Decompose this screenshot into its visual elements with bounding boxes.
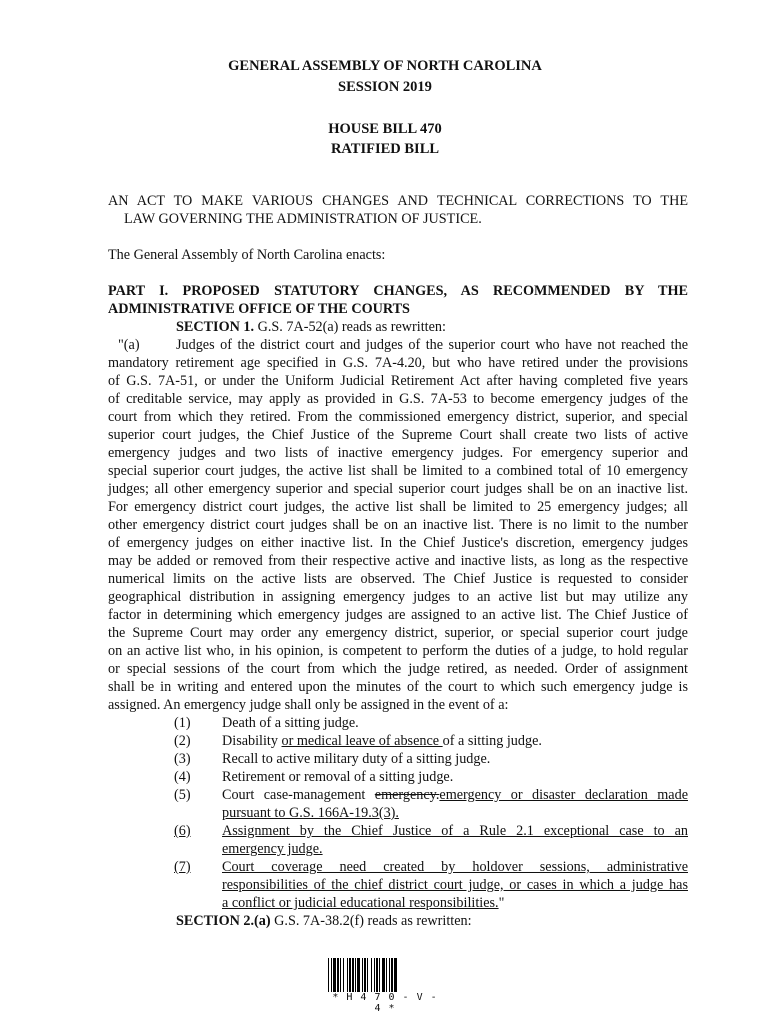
inserted-text: pursuant to G.S. 166A-19.3(3). [222, 805, 399, 821]
part-heading-line-1: PART I. PROPOSED STATUTORY CHANGES, AS RECOMMENDED BY THE [108, 283, 688, 299]
list-number: (2) [174, 733, 191, 749]
body-line: or special sessions of the court from which the judge retired, as needed. Order of assignment [108, 661, 688, 677]
body-line: other emergency district court judges shall be on an inactive list. There is no limit to the number [108, 517, 688, 533]
body-line: court from which they retired. From the commissioned emergency district, superior, and special [108, 409, 688, 425]
inserted-text: Court coverage need created by holdover sessions, administrative [222, 859, 688, 875]
inserted-text: emergency judge. [222, 841, 323, 857]
act-title-line-1: AN ACT TO MAKE VARIOUS CHANGES AND TECHNICAL CORRECTIONS TO THE [108, 193, 688, 209]
barcode [328, 958, 442, 992]
body-line: special superior court judges, the active list shall be limited to a combined total of 10 emergency [108, 463, 688, 479]
body-line: emergency judges and two lists of inactive emergency judges. For emergency superior and [108, 445, 688, 461]
body-line: numerical limits on the active lists are observed. The Chief Justice is requested to consider [108, 571, 688, 587]
body-line: the Supreme Court may order any emergency district, superior, or special superior court judge [108, 625, 688, 641]
body-line: For emergency district court judges, the active list shall be limited to 25 emergency judges; all [108, 499, 688, 515]
list-item-text: a conflict or judicial educational responsibilities." [222, 895, 505, 911]
list-item-text: Death of a sitting judge. [222, 715, 359, 731]
body-line: factor in determining which emergency judges are assigned to an active list. The Chief Justice of [108, 607, 688, 623]
body-line: superior court judges, the Chief Justice of the Supreme Court shall create two lists of active [108, 427, 688, 443]
inserted-text: Assignment by the Chief Justice of a Rule 2.1 exceptional case to an [222, 823, 688, 839]
list-number: (6) [174, 823, 191, 839]
list-item-text: Retirement or removal of a sitting judge. [222, 769, 454, 785]
inserted-text: or medical leave of absence [281, 733, 443, 749]
body-line: of G.S. 7A-51, or under the Uniform Judicial Retirement Act after having completed five years [108, 373, 688, 389]
section-1-heading [176, 318, 756, 336]
inserted-text: responsibilities of the chief district court judge, or cases in which a judge has [222, 877, 688, 893]
body-line: shall be in writing and entered upon the minutes of the court to which such emergency judge is [108, 679, 688, 695]
subsection-a-label: "(a) [118, 337, 140, 353]
section-1-label: SECTION 1. [176, 319, 255, 335]
inserted-text: a conflict or judicial educational responsibilities. [222, 895, 499, 911]
list-item-text: Disability or medical leave of absence of a sitting judge. [222, 733, 542, 749]
body-line: of creditable service, may apply as provided in G.S. 7A-53 to become emergency judges of the [108, 391, 688, 407]
list-number: (4) [174, 769, 191, 785]
list-item-text: Court case-management emergency.emergency or disaster declaration made [222, 787, 688, 803]
inserted-text: emergency or disaster declaration made [439, 787, 688, 803]
section-2-label: SECTION 2.(a) [176, 913, 271, 929]
bill-status: RATIFIED BILL [330, 141, 440, 157]
body-line: may be added or removed from their respective active and inactive lists, as long as the respective [108, 553, 688, 569]
list-item-text: Recall to active military duty of a sitting judge. [222, 751, 491, 767]
bill-number: HOUSE BILL 470 [328, 121, 442, 137]
list-number: (5) [174, 787, 191, 803]
barcode-bar [397, 958, 398, 992]
body-line: Judges of the district court and judges of the superior court who have not reached the [176, 337, 688, 353]
body-line: geographical distribution in assigning emergency judges to an active list but may utilize any [108, 589, 688, 605]
assembly-title: GENERAL ASSEMBLY OF NORTH CAROLINA [228, 58, 542, 74]
act-title-line-2: LAW GOVERNING THE ADMINISTRATION OF JUSTICE. [124, 211, 482, 227]
body-line: of emergency judges on either inactive list. In the Chief Justice's discretion, emergency judges [108, 535, 688, 551]
section-1-intro: G.S. 7A-52(a) reads as rewritten: [257, 319, 446, 335]
body-line: judges; all other emergency superior and special superior court judges shall be on an inactive list. [108, 481, 688, 497]
body-line: assigned. An emergency judge shall only be assigned in the event of a: [108, 697, 509, 713]
list-number: (1) [174, 715, 191, 731]
body-line: mandatory retirement age specified in G.S. 7A-4.20, but who have retired under the provisions [108, 355, 688, 371]
part-heading-line-2: ADMINISTRATIVE OFFICE OF THE COURTS [108, 301, 410, 317]
list-number: (7) [174, 859, 191, 875]
list-number: (3) [174, 751, 191, 767]
enacting-clause: The General Assembly of North Carolina enacts: [108, 247, 386, 263]
session-title: SESSION 2019 [338, 79, 432, 95]
deleted-text: emergency. [374, 787, 440, 803]
body-line: on an active list who, in his opinion, is competent to perform the duties of a judge, to hold regular [108, 643, 688, 659]
section-2-intro: G.S. 7A-38.2(f) reads as rewritten: [274, 913, 472, 929]
section-2-heading [176, 912, 756, 930]
barcode-text: * H 4 7 0 - V - 4 * [332, 992, 438, 1014]
